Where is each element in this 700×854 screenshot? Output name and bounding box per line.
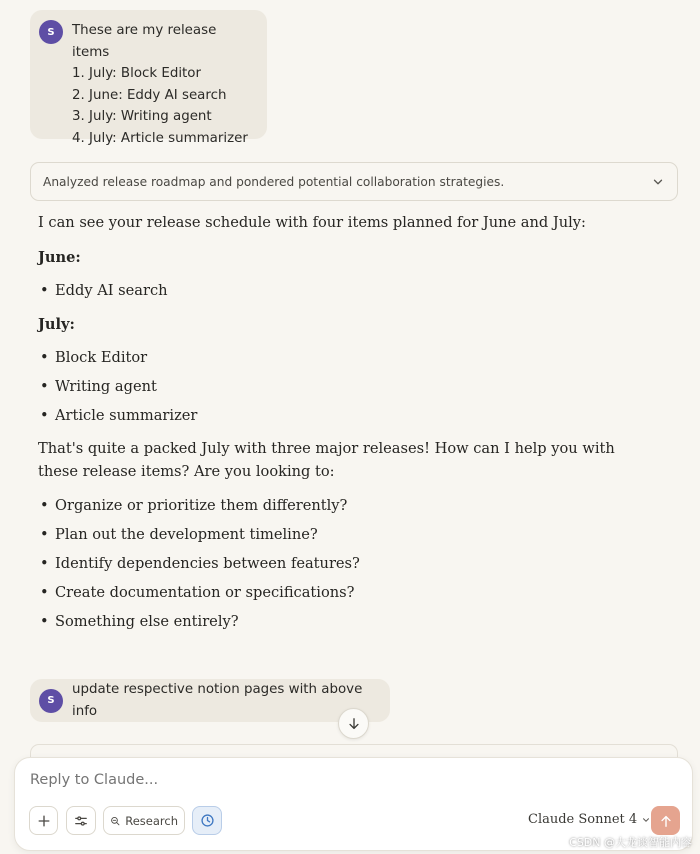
tools-button[interactable] — [66, 806, 96, 835]
june-list — [38, 279, 168, 308]
research-label: Research — [125, 813, 178, 828]
release-item: 4. July: Article summarizer — [72, 130, 248, 146]
search-icon — [110, 814, 120, 828]
arrow-down-icon — [347, 717, 361, 731]
plus-icon — [37, 814, 51, 828]
user-message-title: These are my release items — [72, 23, 217, 60]
user-message-text — [72, 20, 257, 150]
list-item: • Plan out the development timeline? — [38, 523, 360, 552]
june-heading: June: — [38, 249, 81, 266]
release-item: 2. June: Eddy AI search — [72, 87, 227, 103]
july-list — [38, 346, 197, 433]
extended-thinking-toggle[interactable] — [192, 806, 222, 835]
user-message-2 — [30, 679, 390, 722]
chevron-down-icon — [641, 815, 651, 825]
list-item: • Identify dependencies between features? — [38, 552, 360, 581]
response-intro: I can see your release schedule with four items planned for June and July: — [38, 214, 586, 231]
user-avatar: S — [39, 20, 63, 44]
reply-input[interactable] — [30, 772, 630, 788]
release-item: 3. July: Writing agent — [72, 109, 212, 125]
watermark: CSDN @大龙谈智能内容 — [569, 836, 692, 849]
list-item: • Something else entirely? — [38, 610, 360, 639]
send-button[interactable] — [651, 806, 680, 835]
user-avatar: S — [39, 689, 63, 713]
add-attachment-button[interactable] — [29, 806, 58, 835]
model-label: Claude Sonnet 4 — [528, 812, 638, 827]
release-item: 1. July: Block Editor — [72, 66, 202, 82]
thinking-summary-toggle[interactable] — [30, 162, 678, 201]
user-message-text: update respective notion pages with above info — [72, 681, 363, 719]
model-selector[interactable] — [528, 812, 651, 827]
list-item: • Organize or prioritize them differently? — [38, 494, 360, 523]
chevron-down-icon — [651, 175, 665, 189]
thinking-summary-text: Analyzed release roadmap and pondered potential collaboration strategies. — [43, 174, 505, 189]
list-item: • Writing agent — [38, 375, 197, 404]
list-item: • Block Editor — [38, 346, 197, 375]
arrow-up-icon — [659, 814, 673, 828]
list-item: • Eddy AI search — [38, 279, 168, 308]
sliders-icon — [74, 814, 88, 828]
scroll-to-bottom-button[interactable] — [338, 708, 369, 739]
clock-icon — [200, 813, 215, 828]
research-button[interactable] — [103, 806, 185, 835]
options-list — [38, 494, 360, 639]
list-item: • Create documentation or specifications? — [38, 581, 360, 610]
july-heading: July: — [38, 316, 75, 333]
release-items-list — [72, 63, 257, 149]
user-message-1 — [30, 10, 267, 146]
response-paragraph: That's quite a packed July with three major releases! How can I help you with these release items? Are you looking to: — [38, 440, 615, 480]
list-item: • Article summarizer — [38, 404, 197, 433]
